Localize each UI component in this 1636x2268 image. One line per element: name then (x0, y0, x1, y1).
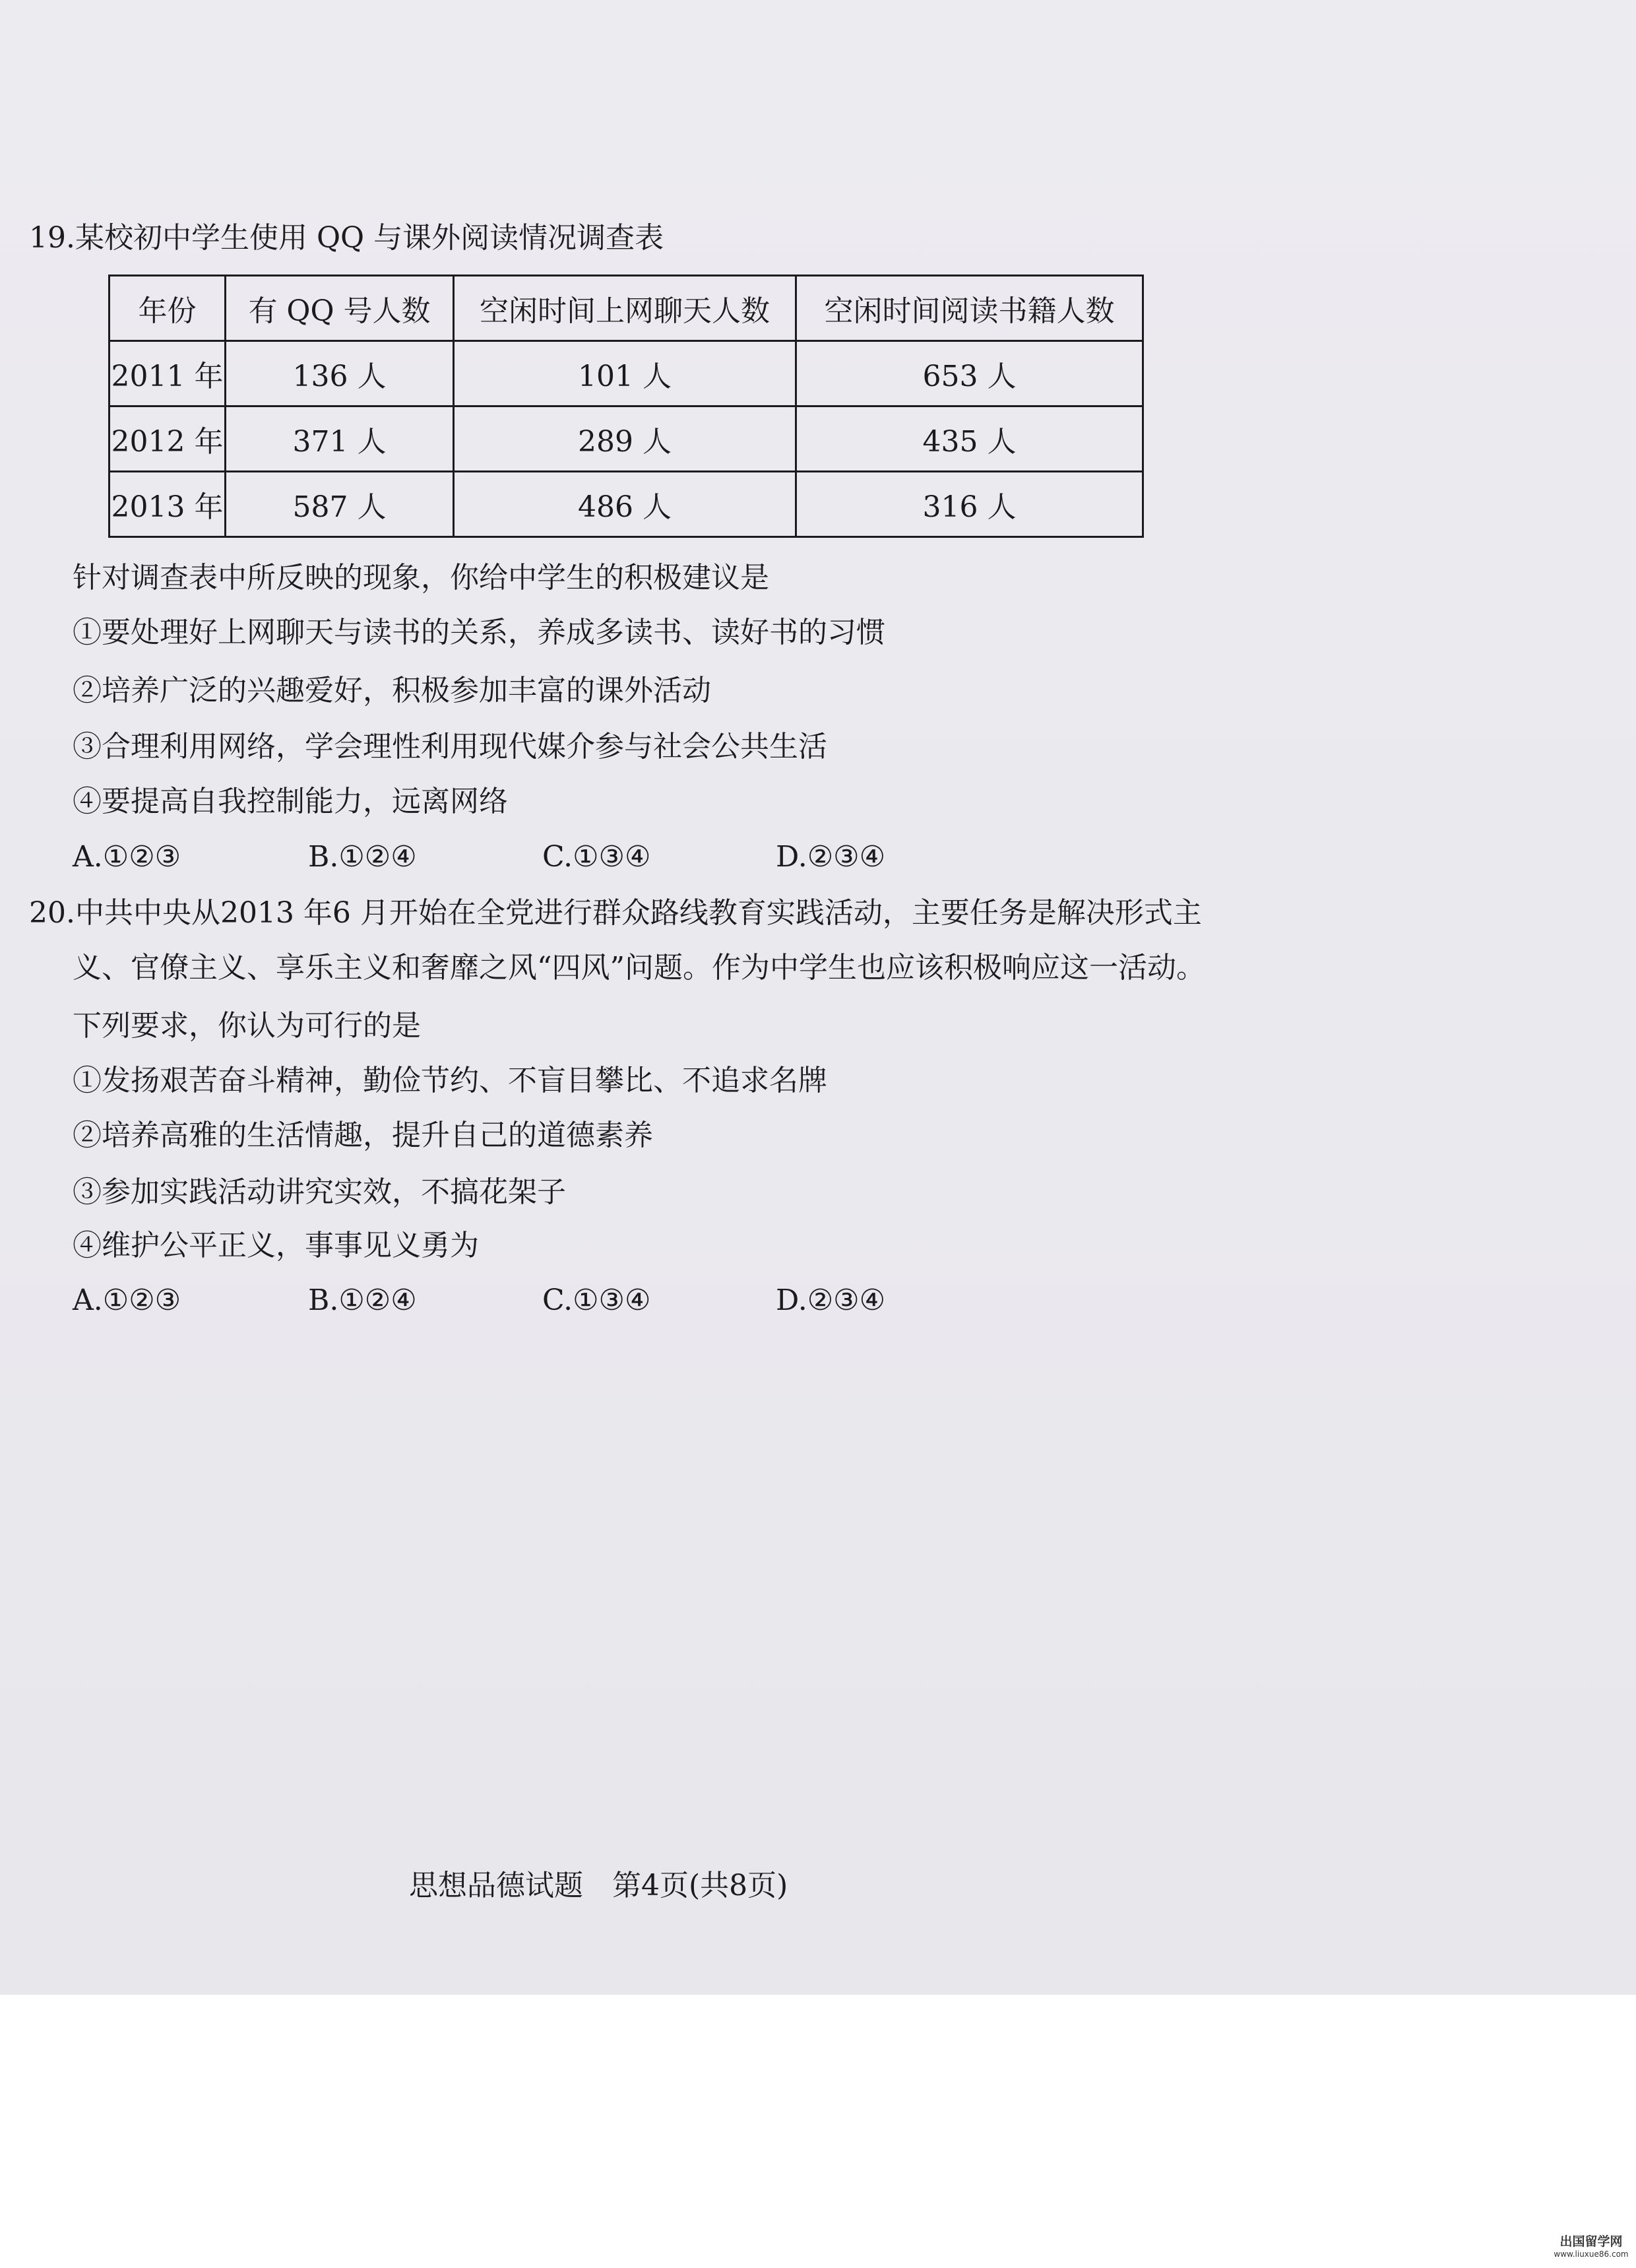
q19-title: 19.某校初中学生使用 QQ 与课外阅读情况调查表 (29, 221, 664, 255)
q19-option-a: A.①②③ (73, 840, 181, 874)
q19-option-b: B.①②④ (308, 840, 417, 874)
q20-statement: ③参加实践活动讲究实效，不搞花架子 (73, 1175, 566, 1209)
q19-option-c: C.①③④ (542, 840, 651, 874)
q20-prompt: 下列要求，你认为可行的是 (73, 1009, 421, 1043)
q20-statement: ②培养高雅的生活情趣，提升自己的道德素养 (73, 1118, 653, 1152)
q19-statement: ②培养广泛的兴趣爱好，积极参加丰富的课外活动 (73, 674, 711, 707)
q20-statement: ④维护公平正义，事事见义勇为 (73, 1229, 479, 1262)
q19-stem: 针对调查表中所反映的现象，你给中学生的积极建议是 (73, 561, 769, 595)
survey-table (108, 275, 1144, 538)
q20-statement: ①发扬艰苦奋斗精神，勤俭节约、不盲目攀比、不追求名牌 (73, 1064, 827, 1097)
table-cell: 435 人 (796, 406, 1143, 472)
table-cell: 371 人 (226, 406, 454, 472)
table-cell: 101 人 (454, 341, 796, 406)
q20-stem-line: 20.中共中央从2013 年6 月开始在全党进行群众路线教育实践活动，主要任务是解决形式主 (29, 896, 1202, 930)
q19-statement: ④要提高自我控制能力，远离网络 (73, 785, 508, 818)
q20-option-d: D.②③④ (776, 1283, 886, 1317)
watermark-site-name: 出国留学网 (1559, 2234, 1623, 2249)
table-cell: 2012 年 (110, 406, 226, 472)
table-cell: 2011 年 (110, 341, 226, 406)
q19-statement: ①要处理好上网聊天与读书的关系，养成多读书、读好书的习惯 (73, 616, 885, 649)
table-header-cell: 空闲时间上网聊天人数 (454, 276, 796, 341)
table-row (110, 341, 1143, 406)
table-header-cell: 年份 (110, 276, 226, 341)
table-header-row (110, 276, 1143, 341)
q19-option-d: D.②③④ (776, 840, 886, 874)
table-cell: 486 人 (454, 472, 796, 537)
table-cell: 587 人 (226, 472, 454, 537)
table-row (110, 472, 1143, 537)
q20-option-a: A.①②③ (73, 1283, 181, 1317)
watermark-url: www.liuxue86.com (1554, 2250, 1629, 2259)
table-cell: 289 人 (454, 406, 796, 472)
q20-option-b: B.①②④ (308, 1283, 417, 1317)
table-cell: 316 人 (796, 472, 1143, 537)
table-header-cell: 空闲时间阅读书籍人数 (796, 276, 1143, 341)
q20-option-c: C.①③④ (542, 1283, 651, 1317)
table-cell: 136 人 (226, 341, 454, 406)
table-header-cell: 有 QQ 号人数 (226, 276, 454, 341)
table-cell: 653 人 (796, 341, 1143, 406)
page-footer: 思想品德试题 第4页(共8页) (409, 1869, 788, 1902)
table-row (110, 406, 1143, 472)
q19-statement: ③合理利用网络，学会理性利用现代媒介参与社会公共生活 (73, 730, 827, 763)
q20-stem-line: 义、官僚主义、享乐主义和奢靡之风“四风”问题。作为中学生也应该积极响应这一活动。 (73, 951, 1205, 985)
site-watermark (1550, 2234, 1632, 2259)
table-cell: 2013 年 (110, 472, 226, 537)
